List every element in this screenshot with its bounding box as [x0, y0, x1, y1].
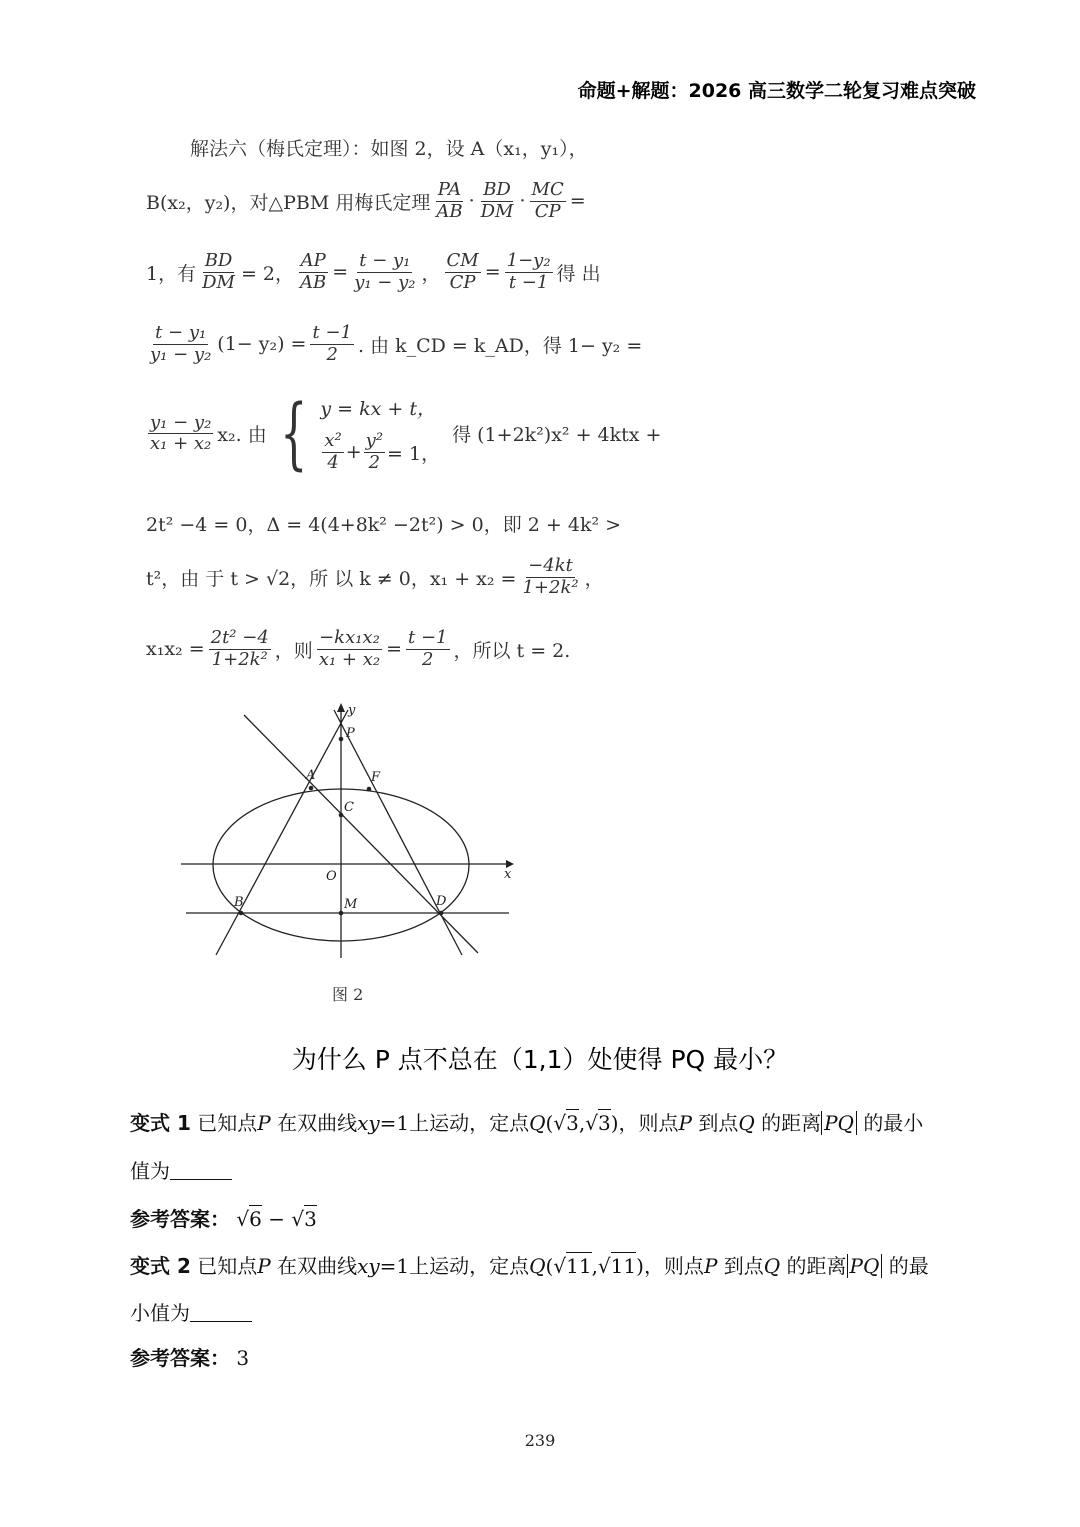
answer-label: 参考答案： [130, 1346, 230, 1370]
solution-line-2 [146, 180, 586, 222]
fraction: $\frac{\text{y₁ − y₂}}{\text{x₁ + x₂}}$ [150, 411, 212, 455]
solution-text: 得 出 [556, 262, 601, 285]
text: 在双曲线 [277, 1254, 358, 1278]
var-p: P [678, 1111, 692, 1135]
equals-sign: = [484, 261, 501, 284]
fraction: $\frac{t -1}{2}$ [312, 322, 352, 365]
text: 在双曲线 [277, 1111, 358, 1135]
solution-text: B(x₂，y₂)，对△PBM 用梅氏定理 [146, 191, 431, 214]
solution-line-1 [190, 134, 588, 161]
plus-sign: + [345, 441, 362, 464]
point-p [339, 737, 344, 742]
fraction: $\frac{BD}{DM}$ [202, 250, 235, 293]
dot-operator: · [468, 190, 475, 213]
label-y: y [348, 703, 356, 718]
point-c [339, 813, 344, 818]
text: 的最 [888, 1254, 929, 1278]
point-m [339, 911, 344, 916]
equals-sign: = [386, 638, 402, 661]
var-q: Q [529, 1111, 546, 1135]
page-number: 239 [524, 1431, 556, 1450]
text: 的距离 [786, 1254, 847, 1278]
line-pd [334, 710, 462, 955]
var-q: Q [738, 1111, 755, 1135]
label-d: D [436, 894, 447, 909]
text: ，则点 [643, 1254, 704, 1278]
text: 到点 [698, 1111, 739, 1135]
fraction: $\frac{\text{2t² −4}}{\text{1+2k²}}$ [210, 627, 269, 670]
equals-sign: = [332, 261, 349, 284]
label-f: F [371, 770, 381, 785]
question-heading: 为什么 P 点不总在（1,1）处使得 PQ 最小？ [291, 1045, 789, 1074]
solution-text: ，则 [274, 639, 313, 662]
text: 已知点 [197, 1111, 258, 1135]
fraction: $\frac{\text{−kx₁x₂}}{\text{x₁ + x₂}}$ [318, 627, 381, 670]
fraction: $\frac{\text{t − y₁}}{\text{y₁ − y₂}}$ [354, 250, 416, 293]
text: , [578, 1111, 586, 1135]
solution-line-4 [146, 323, 642, 365]
distance-pq: PQ [847, 1254, 883, 1278]
solution-text: ，所以 t = 2. [453, 639, 571, 662]
text: 上运动，定点 [409, 1254, 530, 1278]
fraction: $\frac{-4kt}{\text{1+2k²}}$ [522, 555, 579, 598]
point-b [239, 911, 244, 916]
dot-operator: · [519, 190, 526, 213]
variant-2-label: 变式 2 [130, 1254, 191, 1278]
text: 已知点 [197, 1254, 258, 1278]
comma: ， [421, 262, 441, 285]
solution-text: = 1， [387, 442, 441, 465]
figure-caption: 图 2 [332, 985, 364, 1004]
curve-expr: xy [357, 1254, 380, 1278]
page-header: 命题+解题：2026 高三数学二轮复习难点突破 [577, 80, 976, 102]
sqrt-icon: √ [585, 1111, 598, 1135]
equation-system [269, 388, 441, 479]
solution-text: 解法六（梅氏定理）：如图 2，设 A（x₁，y₁）， [190, 138, 588, 160]
sqrt-icon: √ [597, 1254, 611, 1278]
point-d [439, 911, 444, 916]
curve-expr: xy [357, 1111, 380, 1135]
var-p: P [257, 1111, 271, 1135]
equals-sign: = [569, 190, 586, 213]
variant-2-line-1 [130, 1250, 929, 1279]
variant-2-line-2 [130, 1297, 252, 1326]
fraction: $\frac{\text{1−y₂}}{t -1}$ [506, 250, 551, 293]
label-a: A [306, 768, 316, 783]
solution-text: 得 (1+2k²)x² + 4ktx + [452, 424, 662, 447]
ellipse-figure [176, 700, 526, 962]
label-p: P [346, 726, 355, 741]
fraction: $\frac{\text{t − y₁}}{\text{y₁ − y₂}}$ [150, 322, 212, 365]
radicand: 3 [566, 1111, 579, 1135]
answer-blank [170, 1161, 232, 1180]
text: 上运动，定点 [409, 1111, 530, 1135]
radicand: 3 [304, 1207, 317, 1231]
solution-text: 1，有 [146, 262, 197, 285]
radicand: 3 [597, 1111, 611, 1135]
left-brace-icon: { [279, 388, 308, 479]
variant-1-line-2 [130, 1155, 232, 1184]
fraction: $\frac{AP}{AB}$ [300, 250, 327, 293]
paren: ) [636, 1254, 644, 1278]
line-ad [244, 715, 478, 953]
var-q: Q [763, 1254, 781, 1278]
minus-sign: − [268, 1207, 285, 1231]
var-p: P [703, 1254, 718, 1278]
solution-line-8 [146, 628, 570, 670]
radicand: 11 [566, 1254, 592, 1278]
text: =1 [379, 1111, 410, 1135]
text: , [591, 1254, 598, 1278]
paren: ( [545, 1254, 554, 1278]
solution-text: x₂. 由 [217, 424, 267, 447]
label-o: O [326, 869, 337, 884]
paren: ( [545, 1111, 554, 1135]
sqrt-icon: √ [291, 1207, 305, 1231]
point-f [367, 787, 372, 792]
point-a [309, 786, 314, 791]
solution-text: = 2， [240, 262, 295, 285]
label-b: B [234, 895, 244, 910]
sqrt-icon: √ [553, 1254, 567, 1278]
answer-blank [190, 1303, 252, 1322]
solution-line-6 [146, 510, 621, 537]
solution-text: t²，由 于 t > √2，所 以 k ≠ 0，x₁ + x₂ = [146, 567, 517, 590]
answer-label: 参考答案： [130, 1207, 230, 1231]
text: 小值为 [130, 1301, 190, 1325]
var-q: Q [529, 1254, 546, 1278]
solution-text: x₁x₂ = [146, 638, 205, 661]
solution-text: 2t² −4 = 0，Δ = 4(4+8k² −2t²) > 0，即 2 + 4k² > [146, 514, 622, 536]
text: =1 [379, 1254, 410, 1278]
sqrt-icon: √ [553, 1111, 567, 1135]
label-x: x [504, 867, 512, 882]
radicand: 11 [610, 1254, 637, 1278]
solution-line-5 [146, 388, 662, 479]
text: 的距离 [761, 1111, 822, 1135]
label-c: C [344, 800, 354, 815]
fraction: $\frac{\text{y²}}{2}$ [365, 430, 384, 473]
comma: ， [584, 567, 604, 590]
distance-pq: PQ [821, 1111, 857, 1135]
fraction: $\frac{t -1}{2}$ [408, 627, 448, 670]
text: 值为 [130, 1159, 170, 1183]
fraction: $\frac{\text{x²}}{4}$ [324, 430, 342, 473]
variant-1-line-1 [130, 1107, 923, 1136]
fraction: $\frac{BD}{DM}$ [480, 179, 514, 222]
solution-line-7 [146, 556, 604, 598]
solution-text: . 由 k_CD = k_AD，得 1− y₂ = [357, 334, 643, 357]
radicand: 6 [249, 1207, 262, 1231]
solution-line-3 [146, 251, 601, 293]
text: 的最小 [863, 1111, 924, 1135]
y-axis-arrow-icon [337, 703, 345, 712]
system-row-2 [320, 431, 440, 473]
system-row-1: y = kx + t， [320, 398, 436, 420]
variant-2-answer [130, 1342, 249, 1371]
fraction: $\frac{MC}{CP}$ [531, 179, 564, 222]
var-p: P [257, 1254, 271, 1278]
variant-1-label: 变式 1 [130, 1111, 191, 1135]
paren: ) [610, 1111, 619, 1135]
label-m: M [344, 897, 358, 912]
solution-block [146, 0, 662, 700]
fraction: $\frac{CM}{CP}$ [446, 250, 479, 293]
variant-1-answer [130, 1203, 317, 1232]
fraction: $\frac{PA}{AB}$ [436, 179, 463, 222]
sqrt-icon: √ [236, 1207, 250, 1231]
line-pb [216, 710, 348, 955]
text: 到点 [723, 1254, 764, 1278]
answer-value: 3 [236, 1346, 250, 1370]
text: ，则点 [618, 1111, 679, 1135]
solution-text: (1− y₂) = [217, 333, 307, 356]
